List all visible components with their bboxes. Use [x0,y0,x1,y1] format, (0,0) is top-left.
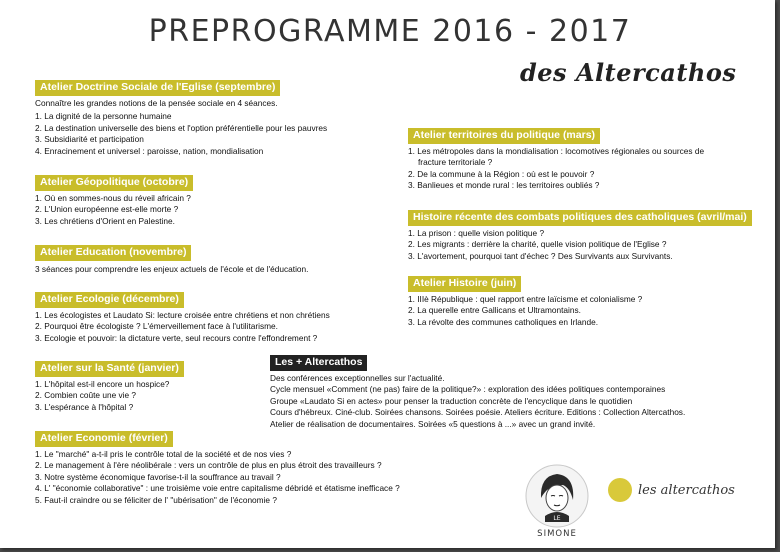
section-header-ecologie: Atelier Ecologie (décembre) [35,292,184,308]
simone-logo-text: SIMONE [537,529,577,539]
list-item: 2. Les migrants : derrière la charité, quelle vision politique de l'Eglise ? [408,239,667,250]
list-item: 5. Faut-il craindre ou se féliciter de l' "ubérisation" de l'économie ? [35,494,277,505]
list-item: 1. La dignité de la personne humaine [35,111,172,122]
list-item: 2. Le management à l'ère néolibérale : vers un contrôle de plus en plus étroit des travailleurs ? [35,460,382,471]
section-education [35,242,308,275]
list-item: 1. IIIè République : quel rapport entre laïcisme et colonialisme ? [408,294,643,304]
doctrine-intro: Connaître les grandes notions de la pensée sociale en 4 séances. [35,98,278,108]
section-economie [35,428,400,506]
list-item: 2. La querelle entre Gallicans et Ultramontains. [408,305,581,316]
section-territoires [408,125,704,192]
list-item: 4. L' "économie collaborative" : une troisième voie entre capitalisme débridé et étatisme inefficace ? [35,483,400,494]
section-header-plus: Les + Altercathos [270,355,367,371]
section-combats [408,207,752,262]
section-sante [35,358,184,413]
simone-logo-le: LE [553,515,561,522]
section-doctrine [35,77,327,157]
altercathos-logo-text: les altercathos [638,482,735,498]
section-header-doctrine: Atelier Doctrine Sociale de l'Eglise (septembre) [35,80,280,96]
list-item: 1. L'hôpital est-il encore un hospice? [35,379,170,389]
section-header-education: Atelier Education (novembre) [35,245,191,261]
list-item: 1. Les écologistes et Laudato Si: lecture croisée entre chrétiens et non chrétiens [35,310,330,320]
simone-portrait-logo [523,458,591,544]
list-item: 1. La prison : quelle vision politique ? [408,228,545,238]
page-title: PREPROGRAMME 2016 - 2017 [148,14,632,49]
list-item: 2. De la commune à la Région : où est le pouvoir ? [408,168,595,179]
list-item: 1. Les métropoles dans la mondialisation : locomotives régionales ou sources de [408,146,705,156]
list-item: 3. Ecologie et pouvoir: la dictature verte, seul recours contre l'effondrement ? [35,332,318,343]
list-item: Atelier de réalisation de documentaires. Soirées «5 questions à ...» avec un grand invité. [270,418,596,429]
list-item: 3. Banlieues et monde rural : les territoires oubliés ? [408,180,600,191]
list-item: Cycle mensuel «Comment (ne pas) faire de la politique?» : exploration des idées politiques contemporaines [270,384,666,395]
section-header-sante: Atelier sur la Santé (janvier) [35,361,184,377]
altercathos-logo-icon [608,478,632,502]
section-histoire [408,273,642,328]
section-plus-altercathos [270,352,685,430]
altercathos-logo [608,478,735,502]
altercathos-script-title: des Altercathos [520,58,737,87]
list-item: 3. Les chrétiens d'Orient en Palestine. [35,215,175,226]
list-item: 3. Notre système économique favorise-t-il la souffrance au travail ? [35,471,281,482]
list-item: 3. L'avortement, pourquoi tant d'échec ? Des Survivants aux Survivants. [408,250,673,261]
list-item: 3. L'espérance à l'hôpital ? [35,401,134,412]
section-header-histoire: Atelier Histoire (juin) [408,276,521,292]
list-item: 2. Combien coûte une vie ? [35,390,137,401]
section-header-combats: Histoire récente des combats politiques des catholiques (avril/mai) [408,210,752,226]
list-item: 3. La révolte des communes catholiques en Irlande. [408,316,599,327]
list-item: 1. Où en sommes-nous du réveil africain ? [35,193,191,203]
list-item: 2. L'Union européenne est-elle morte ? [35,204,179,215]
list-item: Des conférences exceptionnelles sur l'actualité. [270,373,445,383]
education-intro: 3 séances pour comprendre les enjeux actuels de l'école et de l'éducation. [35,264,309,274]
section-geopolitique [35,172,193,227]
list-item: Groupe «Laudato Si en actes» pour penser la traduction concrète de l'encyclique dans le quotidien [270,395,633,406]
list-item: 1. Le "marché" a-t-il pris le contrôle total de la société et de nos vies ? [35,449,292,459]
section-ecologie [35,289,330,344]
list-item: 4. Enracinement et universel : paroisse, nation, mondialisation [35,145,264,156]
list-item: 2. La destination universelle des biens et l'option préférentielle pour les pauvres [35,122,328,133]
section-header-geopolitique: Atelier Géopolitique (octobre) [35,175,193,191]
section-header-economie: Atelier Economie (février) [35,431,173,447]
list-item: 2. Pourquoi être écologiste ? L'émerveillement face à l'utilitarisme. [35,321,278,332]
list-item: fracture territoriale ? [418,157,493,168]
list-item: Cours d'hébreux. Ciné-club. Soirées chansons. Soirées poésie. Ateliers écriture. Editions : Collection Altercathos. [270,407,686,418]
list-item: 3. Subsidiarité et participation [35,134,144,145]
section-header-territoires: Atelier territoires du politique (mars) [408,128,600,144]
